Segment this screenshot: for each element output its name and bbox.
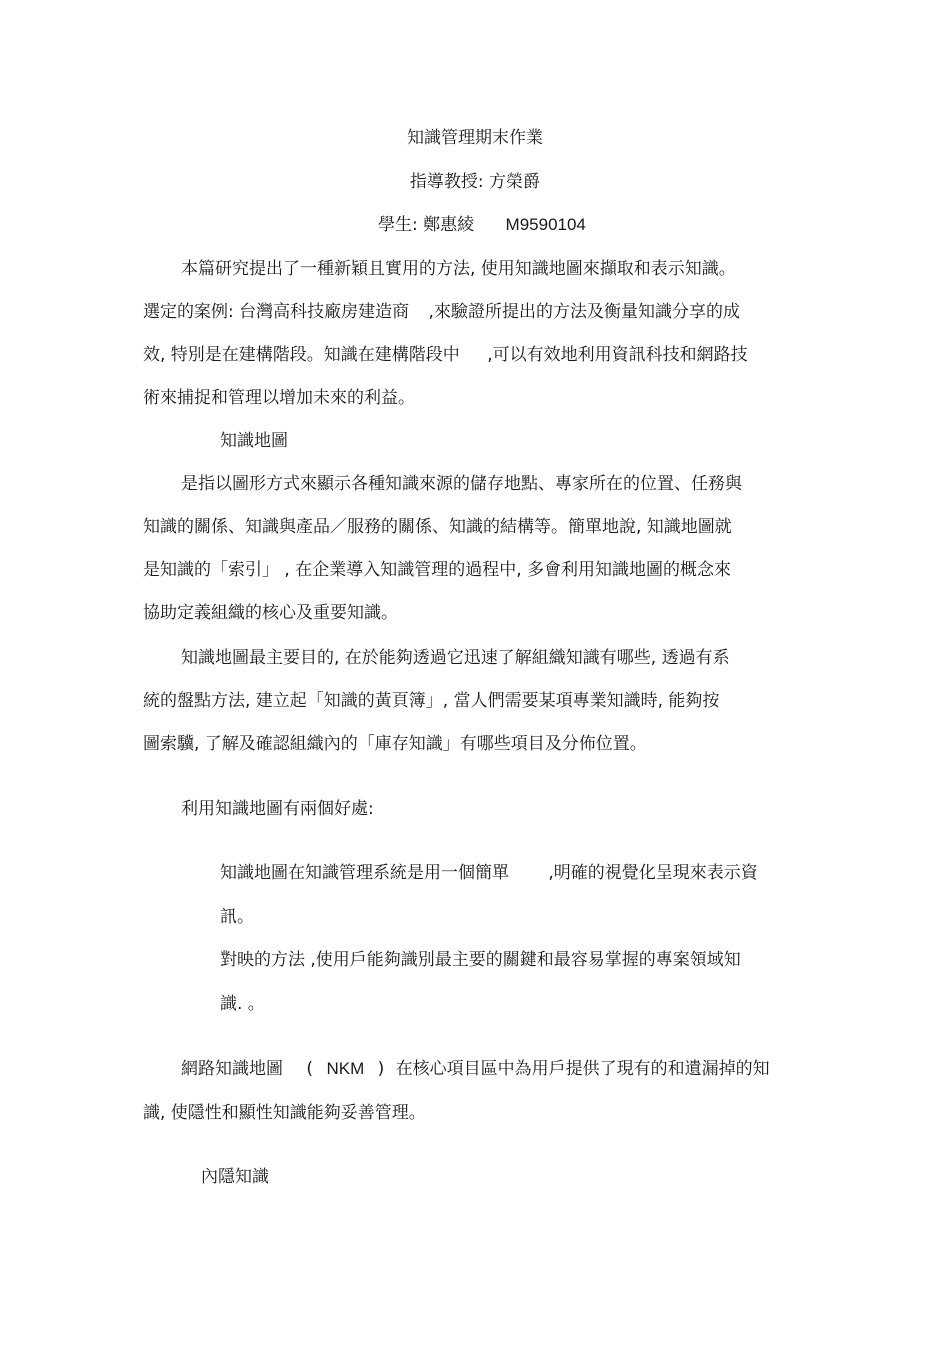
benefit-1-line-1 (220, 862, 758, 884)
intro-line-3-part-b: ,可以有效地利用資訊科技和網路技 (487, 345, 748, 365)
purpose-line-2: 統的盤點方法, 建立起「知識的黃頁簿」, 當人們需要某項專業知識時, 能夠按 (143, 691, 720, 711)
nkm-abbreviation: NKM (326, 1059, 365, 1078)
definition-line-4: 協助定義組織的核心及重要知識。 (143, 603, 398, 623)
benefit-2-line-1: 對映的方法 ,使用戶能夠識別最主要的關鍵和最容易掌握的專案領域知 (220, 950, 741, 970)
tacit-knowledge-heading: 內隱知識 (201, 1167, 269, 1187)
intro-line-3-part-a: 效, 特別是在建構階段。知識在建構階段中 (143, 345, 460, 365)
definition-line-1: 是指以圖形方式來顯示各種知識來源的儲存地點、專家所在的位置、任務與 (181, 474, 742, 494)
advisor-line: 指導教授: 方榮爵 (409, 172, 541, 192)
student-name: 學生: 鄭惠綾 (378, 215, 475, 235)
purpose-line-1: 知識地圖最主要目的, 在於能夠透過它迅速了解組織知識有哪些, 透過有系 (181, 648, 730, 668)
benefit-1-part-b: ,明確的視覺化呈現來表示資 (548, 863, 758, 883)
intro-line-4: 術來捕捉和管理以增加未來的利益。 (143, 388, 415, 408)
intro-line-2 (143, 301, 740, 323)
intro-line-3 (143, 344, 748, 366)
knowledge-map-heading: 知識地圖 (220, 431, 288, 451)
student-line (378, 214, 586, 236)
benefits-heading: 利用知識地圖有兩個好處: (181, 799, 374, 819)
benefit-1-part-a: 知識地圖在知識管理系統是用一個簡單 (220, 863, 509, 883)
benefit-1-line-2: 訊。 (220, 907, 254, 927)
intro-line-1: 本篇研究提出了一種新穎且實用的方法, 使用知識地圖來擷取和表示知識。 (181, 259, 736, 279)
definition-line-3: 是知識的「索引」 , 在企業導入知識管理的過程中, 多會利用知識地圖的概念來 (143, 560, 732, 580)
nkm-paren-close: ) (377, 1059, 385, 1079)
nkm-paren-open: ( (306, 1059, 314, 1079)
benefit-2-line-2: 識. 。 (220, 994, 265, 1014)
nkm-line-2: 識, 使隱性和顯性知識能夠妥善管理。 (143, 1103, 426, 1123)
definition-line-2: 知識的關係、知識與產品／服務的關係、知識的結構等。簡單地說, 知識地圖就 (143, 517, 732, 537)
nkm-description: 在核心項目區中為用戶提供了現有的和遺漏掉的知 (395, 1059, 770, 1079)
nkm-line-1 (181, 1058, 770, 1080)
document-title: 知識管理期末作業 (407, 128, 543, 148)
intro-line-2-part-b: ,來驗證所提出的方法及衡量知識分享的成 (428, 302, 740, 322)
student-id: M9590104 (505, 215, 586, 234)
purpose-line-3: 圖索驥, 了解及確認組織內的「庫存知識」有哪些項目及分佈位置。 (143, 734, 647, 754)
intro-line-2-part-a: 選定的案例: 台灣高科技廠房建造商 (143, 302, 410, 322)
nkm-term: 網路知識地圖 (181, 1059, 283, 1079)
